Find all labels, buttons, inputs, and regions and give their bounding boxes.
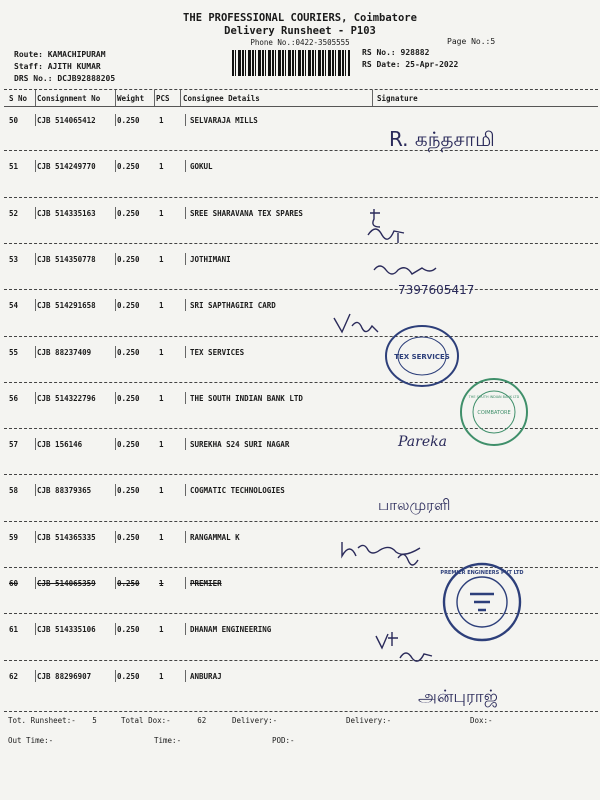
row-divider <box>35 160 36 172</box>
col-weight: Weight <box>117 94 145 103</box>
bank-stamp-name: THE SOUTH INDIAN BANK LTD <box>468 395 520 399</box>
row-51-weight: 0.250 <box>117 162 140 172</box>
row-divider <box>115 114 116 126</box>
row-divider <box>185 484 186 496</box>
signature-row-62 <box>416 678 536 712</box>
row-62-pcs: 1 <box>159 671 164 681</box>
row-60-sno: 60 <box>9 579 19 588</box>
sig-57-text: Pareka <box>398 434 447 450</box>
dox-count: Dox:- <box>470 716 493 725</box>
row-54-weight: 0.250 <box>117 301 140 311</box>
time: Time:- <box>154 736 182 745</box>
row-divider <box>35 253 36 265</box>
row-separator <box>4 336 598 337</box>
footer-rule <box>4 711 598 712</box>
row-57-consignment: CJB 156146 <box>37 440 83 450</box>
row-divider <box>35 346 36 358</box>
row-50-weight: 0.250 <box>117 116 140 125</box>
row-divider <box>115 623 116 635</box>
row-divider <box>35 577 36 589</box>
row-57-weight: 0.250 <box>117 440 140 450</box>
total-dox <box>121 716 206 725</box>
signature-row-61 <box>370 628 440 668</box>
row-divider <box>35 392 36 404</box>
row-52-consignee: SREE SHARAVANA TEX SPARES <box>190 208 303 218</box>
row-58-consignment: CJB 88379365 <box>37 486 92 496</box>
row-54-sno: 54 <box>9 301 19 311</box>
row-divider <box>185 438 186 450</box>
col-divider <box>154 90 155 106</box>
row-separator <box>4 474 598 475</box>
row-separator <box>4 289 598 290</box>
row-59-consignee: RANGAMMAL K <box>190 532 240 542</box>
row-52-pcs: 1 <box>159 208 164 218</box>
row-51-sno: 51 <box>9 162 19 172</box>
signature-row-57 <box>396 426 466 456</box>
row-61-pcs: 1 <box>159 625 164 635</box>
row-divider <box>185 346 186 358</box>
tot-runsheet-label: Tot. Runsheet:- <box>8 716 76 725</box>
col-divider <box>372 90 373 106</box>
row-divider <box>35 623 36 635</box>
total-dox-label: Total Dox:- <box>121 716 171 725</box>
row-56-weight: 0.250 <box>117 393 140 403</box>
row-divider <box>115 253 116 265</box>
header-rule-bottom <box>4 106 598 107</box>
row-divider <box>35 484 36 496</box>
row-divider <box>35 299 36 311</box>
phone-number: Phone No.:0422-3505555 <box>250 38 350 47</box>
row-51-consignment: CJB 514249770 <box>37 162 96 172</box>
row-separator <box>4 521 598 522</box>
bank-stamp-branch: COIMBATORE <box>477 410 511 416</box>
row-52-sno: 52 <box>9 208 19 218</box>
row-divider <box>115 392 116 404</box>
row-51-consignee: GOKUL <box>190 162 213 172</box>
company-name: THE PROFESSIONAL COURIERS, Coimbatore <box>183 12 417 24</box>
col-pcs: PCS <box>156 94 170 103</box>
row-50-consignment: CJB 514065412 <box>37 116 96 125</box>
row-58-sno: 58 <box>9 486 19 496</box>
row-61-consignee: DHANAM ENGINEERING <box>190 625 272 635</box>
row-62-consignment: CJB 88296907 <box>37 671 92 681</box>
row-56-pcs: 1 <box>159 393 164 403</box>
row-53-sno: 53 <box>9 254 19 264</box>
row-58-pcs: 1 <box>159 486 164 496</box>
row-divider <box>115 484 116 496</box>
row-62-sno: 62 <box>9 671 19 681</box>
row-divider <box>115 438 116 450</box>
col-divider <box>115 90 116 106</box>
col-consignee: Consignee Details <box>183 94 260 103</box>
row-separator <box>4 197 598 198</box>
row-62-weight: 0.250 <box>117 671 140 681</box>
row-divider <box>185 253 186 265</box>
row-separator <box>4 243 598 244</box>
col-consignment: Consignment No <box>37 94 101 103</box>
row-52-weight: 0.250 <box>117 208 140 218</box>
tex-stamp-text: TEX SERVICES <box>394 353 450 361</box>
row-54-consignment: CJB 514291658 <box>37 301 96 311</box>
row-60-consignee: PREMIER <box>190 579 222 588</box>
row-52-consignment: CJB 514335163 <box>37 208 96 218</box>
row-divider <box>115 577 116 589</box>
col-divider <box>180 90 181 106</box>
row-62-consignee: ANBURAJ <box>190 671 222 681</box>
row-divider <box>185 670 186 682</box>
row-54-consignee: SRI SAPTHAGIRI CARD <box>190 301 276 311</box>
row-53-weight: 0.250 <box>117 254 140 264</box>
row-50-sno: 50 <box>9 116 19 125</box>
drs-number: DRS No.: DCJB92888205 <box>14 74 116 83</box>
row-59-weight: 0.250 <box>117 532 140 542</box>
delivery-count-1: Delivery:- <box>232 716 278 725</box>
row-divider <box>185 531 186 543</box>
row-divider <box>185 623 186 635</box>
rs-date: RS Date: 25-Apr-2022 <box>362 60 459 69</box>
row-53-pcs: 1 <box>159 254 164 264</box>
row-divider <box>185 577 186 589</box>
signature-row-52 <box>362 205 422 247</box>
rs-number: RS No.: 928882 <box>362 48 430 57</box>
row-60-weight: 0.250 <box>117 579 140 588</box>
row-divider <box>185 207 186 219</box>
signature-row-53 <box>370 258 490 300</box>
row-divider <box>115 346 116 358</box>
premier-stamp <box>440 560 524 644</box>
route: Route: KAMACHIPURAM <box>14 50 106 59</box>
row-divider <box>185 392 186 404</box>
row-56-sno: 56 <box>9 393 19 403</box>
row-50-consignee: SELVARAJA MILLS <box>190 116 258 125</box>
row-61-weight: 0.250 <box>117 625 140 635</box>
tot-runsheet <box>8 716 97 725</box>
col-signature: Signature <box>377 94 418 103</box>
signature-row-50 <box>385 118 555 158</box>
row-55-pcs: 1 <box>159 347 164 357</box>
signature-row-54 <box>330 308 390 342</box>
row-divider <box>185 160 186 172</box>
row-separator <box>4 660 598 661</box>
row-divider <box>35 670 36 682</box>
col-divider <box>35 90 36 106</box>
tex-services-stamp <box>382 322 462 390</box>
tot-runsheet-value: 5 <box>92 716 97 725</box>
page-number: Page No.:5 <box>447 37 496 46</box>
row-59-sno: 59 <box>9 532 19 542</box>
row-61-sno: 61 <box>9 625 19 635</box>
row-57-consignee: SUREKHA S24 SURI NAGAR <box>190 440 290 450</box>
row-53-consignee: JOTHIMANI <box>190 254 231 264</box>
row-56-consignment: CJB 514322796 <box>37 393 96 403</box>
row-divider <box>115 531 116 543</box>
signature-row-59 <box>338 534 448 574</box>
row-61-consignment: CJB 514335106 <box>37 625 96 635</box>
row-divider <box>185 299 186 311</box>
row-59-consignment: CJB 514365335 <box>37 532 96 542</box>
row-59-pcs: 1 <box>159 532 164 542</box>
sig-53-number: 7397605417 <box>398 283 475 297</box>
total-dox-value: 62 <box>197 716 207 725</box>
row-57-pcs: 1 <box>159 440 164 450</box>
row-divider <box>115 160 116 172</box>
row-divider <box>35 207 36 219</box>
row-56-consignee: THE SOUTH INDIAN BANK LTD <box>190 393 303 403</box>
sig-50-text: R. கந்தசாமி <box>389 127 495 151</box>
header-rule-top <box>4 89 598 90</box>
row-divider <box>35 438 36 450</box>
row-53-consignment: CJB 514350778 <box>37 254 96 264</box>
sig-62-text: அன்புராஜ் <box>418 687 498 707</box>
row-divider <box>115 207 116 219</box>
bank-stamp <box>458 376 530 448</box>
row-54-pcs: 1 <box>159 301 164 311</box>
barcode <box>232 50 350 76</box>
row-divider <box>35 114 36 126</box>
delivery-count-2: Delivery:- <box>346 716 392 725</box>
premier-stamp-text: PREMIER ENGINEERS PVT LTD <box>440 570 524 576</box>
row-divider <box>115 299 116 311</box>
row-57-sno: 57 <box>9 440 19 450</box>
row-55-weight: 0.250 <box>117 347 140 357</box>
row-divider <box>35 531 36 543</box>
col-sno: S No <box>9 94 28 103</box>
row-divider <box>185 114 186 126</box>
pod: POD:- <box>272 736 295 745</box>
row-55-sno: 55 <box>9 347 19 357</box>
row-55-consignee: TEX SERVICES <box>190 347 245 357</box>
signature-row-58 <box>376 488 486 518</box>
row-58-weight: 0.250 <box>117 486 140 496</box>
row-58-consignee: COGMATIC TECHNOLOGIES <box>190 486 285 496</box>
sig-58-text: பாலமுரளி <box>378 496 451 514</box>
row-60-pcs: 1 <box>159 579 164 588</box>
runsheet-title: Delivery Runsheet - P103 <box>224 25 376 37</box>
out-time: Out Time:- <box>8 736 54 745</box>
staff: Staff: AJITH KUMAR <box>14 62 101 71</box>
row-51-pcs: 1 <box>159 162 164 172</box>
row-55-consignment: CJB 88237409 <box>37 347 92 357</box>
row-divider <box>115 670 116 682</box>
row-60-consignment: CJB 514065359 <box>37 579 96 588</box>
row-50-pcs: 1 <box>159 116 164 125</box>
